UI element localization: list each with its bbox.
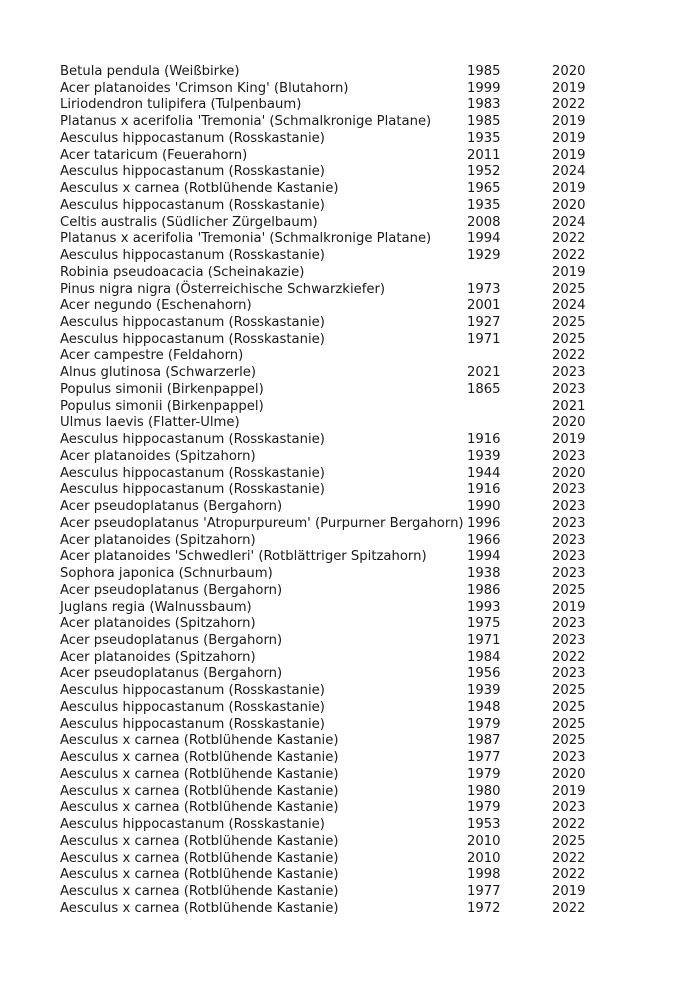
planting-year-cell: 1980 — [467, 783, 501, 799]
table-row — [60, 683, 612, 700]
tree-species-cell: Aesculus hippocastanum (Rosskastanie) — [60, 817, 325, 833]
inspection-year-cell: 2019 — [552, 114, 586, 130]
tree-species-cell: Acer pseudoplatanus (Bergahorn) — [60, 632, 283, 648]
table-row — [60, 432, 612, 449]
planting-year-cell: 1977 — [467, 750, 501, 766]
tree-species-cell: Celtis australis (Südlicher Zürgelbaum) — [60, 214, 318, 230]
planting-year-cell: 1990 — [467, 499, 501, 515]
inspection-year-cell: 2022 — [552, 649, 586, 665]
inspection-year-cell: 2020 — [552, 766, 586, 782]
inspection-year-cell: 2023 — [552, 632, 586, 648]
table-row — [60, 516, 612, 533]
tree-species-cell: Ulmus laevis (Flatter-Ulme) — [60, 415, 240, 431]
table-row — [60, 800, 612, 817]
tree-species-cell: Aesculus hippocastanum (Rosskastanie) — [60, 248, 325, 264]
planting-year-cell: 1971 — [467, 632, 501, 648]
tree-species-cell: Acer platanoides (Spitzahorn) — [60, 532, 256, 548]
planting-year-cell: 1916 — [467, 432, 501, 448]
planting-year-cell: 1966 — [467, 532, 501, 548]
tree-species-cell: Acer platanoides (Spitzahorn) — [60, 616, 256, 632]
inspection-year-cell: 2023 — [552, 365, 586, 381]
table-row — [60, 97, 612, 114]
inspection-year-cell: 2019 — [552, 130, 586, 146]
planting-year-cell: 2011 — [467, 147, 501, 163]
table-row — [60, 131, 612, 148]
tree-species-cell: Acer pseudoplatanus (Bergahorn) — [60, 499, 283, 515]
table-row — [60, 449, 612, 466]
planting-year-cell: 1939 — [467, 448, 501, 464]
planting-year-cell: 1985 — [467, 114, 501, 130]
tree-species-cell: Acer platanoides (Spitzahorn) — [60, 649, 256, 665]
planting-year-cell: 1993 — [467, 599, 501, 615]
tree-species-cell: Juglans regia (Walnussbaum) — [60, 599, 252, 615]
tree-species-cell: Aesculus hippocastanum (Rosskastanie) — [60, 432, 325, 448]
inspection-year-cell: 2019 — [552, 80, 586, 96]
inspection-year-cell: 2019 — [552, 181, 586, 197]
planting-year-cell: 1979 — [467, 766, 501, 782]
inspection-year-cell: 2022 — [552, 817, 586, 833]
table-row — [60, 784, 612, 801]
inspection-year-cell: 2020 — [552, 197, 586, 213]
inspection-year-cell: 2023 — [552, 549, 586, 565]
table-row — [60, 884, 612, 901]
inspection-year-cell: 2023 — [552, 666, 586, 682]
planting-year-cell: 1956 — [467, 666, 501, 682]
tree-species-cell: Aesculus x carnea (Rotblühende Kastanie) — [60, 883, 339, 899]
inspection-year-cell: 2023 — [552, 616, 586, 632]
table-row — [60, 549, 612, 566]
inspection-year-cell: 2022 — [552, 231, 586, 247]
table-row — [60, 834, 612, 851]
tree-species-cell: Betula pendula (Weißbirke) — [60, 64, 240, 79]
planting-year-cell: 1948 — [467, 699, 501, 715]
tree-species-cell: Aesculus hippocastanum (Rosskastanie) — [60, 197, 325, 213]
tree-species-cell: Aesculus hippocastanum (Rosskastanie) — [60, 699, 325, 715]
inspection-year-cell: 2019 — [552, 783, 586, 799]
table-row — [60, 164, 612, 181]
planting-year-cell: 2010 — [467, 833, 501, 849]
planting-year-cell: 2008 — [467, 214, 501, 230]
planting-year-cell: 1998 — [467, 867, 501, 883]
tree-species-cell: Acer platanoides (Spitzahorn) — [60, 448, 256, 464]
inspection-year-cell: 2023 — [552, 515, 586, 531]
inspection-year-cell: 2019 — [552, 599, 586, 615]
planting-year-cell: 1916 — [467, 482, 501, 498]
tree-species-cell: Aesculus x carnea (Rotblühende Kastanie) — [60, 850, 339, 866]
table-row — [60, 315, 612, 332]
tree-species-cell: Aesculus x carnea (Rotblühende Kastanie) — [60, 800, 339, 816]
planting-year-cell: 1971 — [467, 331, 501, 347]
tree-species-cell: Aesculus hippocastanum (Rosskastanie) — [60, 164, 325, 180]
table-row — [60, 114, 612, 131]
table-row — [60, 248, 612, 265]
table-row — [60, 466, 612, 483]
planting-year-cell: 1865 — [467, 381, 501, 397]
planting-year-cell: 1939 — [467, 683, 501, 699]
table-row — [60, 148, 612, 165]
tree-species-cell: Aesculus x carnea (Rotblühende Kastanie) — [60, 900, 339, 916]
inspection-year-cell: 2025 — [552, 315, 586, 331]
tree-species-cell: Acer negundo (Eschenahorn) — [60, 298, 252, 314]
table-row — [60, 499, 612, 516]
tree-species-cell: Aesculus x carnea (Rotblühende Kastanie) — [60, 833, 339, 849]
planting-year-cell: 2021 — [467, 365, 501, 381]
inspection-year-cell: 2019 — [552, 432, 586, 448]
inspection-year-cell: 2025 — [552, 699, 586, 715]
inspection-year-cell: 2022 — [552, 867, 586, 883]
tree-species-cell: Aesculus hippocastanum (Rosskastanie) — [60, 716, 325, 732]
table-row — [60, 700, 612, 717]
table-row — [60, 231, 612, 248]
tree-species-cell: Aesculus hippocastanum (Rosskastanie) — [60, 465, 325, 481]
tree-species-cell: Acer tataricum (Feuerahorn) — [60, 147, 248, 163]
inspection-year-cell: 2024 — [552, 164, 586, 180]
inspection-year-cell: 2021 — [552, 398, 586, 414]
table-row — [60, 332, 612, 349]
inspection-year-cell: 2025 — [552, 733, 586, 749]
table-row — [60, 733, 612, 750]
table-row — [60, 215, 612, 232]
table-row — [60, 600, 612, 617]
inspection-year-cell: 2023 — [552, 482, 586, 498]
inspection-year-cell: 2022 — [552, 248, 586, 264]
planting-year-cell: 1944 — [467, 465, 501, 481]
inspection-year-cell: 2022 — [552, 850, 586, 866]
planting-year-cell: 1984 — [467, 649, 501, 665]
tree-species-cell: Aesculus hippocastanum (Rosskastanie) — [60, 683, 325, 699]
table-row — [60, 365, 612, 382]
inspection-year-cell: 2022 — [552, 900, 586, 916]
tree-species-cell: Acer campestre (Feldahorn) — [60, 348, 244, 364]
table-row — [60, 750, 612, 767]
planting-year-cell: 1994 — [467, 549, 501, 565]
planting-year-cell: 2010 — [467, 850, 501, 866]
planting-year-cell: 1979 — [467, 716, 501, 732]
table-row — [60, 265, 612, 282]
planting-year-cell — [467, 415, 552, 432]
table-row — [60, 198, 612, 215]
table-row — [60, 583, 612, 600]
table-row — [60, 867, 612, 884]
table-row — [60, 81, 612, 98]
planting-year-cell: 1983 — [467, 97, 501, 113]
planting-year-cell: 1979 — [467, 800, 501, 816]
inspection-year-cell: 2023 — [552, 800, 586, 816]
planting-year-cell: 1973 — [467, 281, 501, 297]
planting-year-cell: 1965 — [467, 181, 501, 197]
table-row — [60, 282, 612, 299]
planting-year-cell: 1938 — [467, 566, 501, 582]
planting-year-cell: 1987 — [467, 733, 501, 749]
table-row — [60, 181, 612, 198]
tree-species-cell: Aesculus hippocastanum (Rosskastanie) — [60, 331, 325, 347]
planting-year-cell: 1929 — [467, 248, 501, 264]
tree-species-cell: Platanus x acerifolia 'Tremonia' (Schmalkronige Platane) — [60, 231, 432, 247]
planting-year-cell: 1975 — [467, 616, 501, 632]
planting-year-cell: 1972 — [467, 900, 501, 916]
inspection-year-cell: 2020 — [552, 64, 586, 79]
table-row — [60, 666, 612, 683]
inspection-year-cell: 2019 — [552, 147, 586, 163]
inspection-year-cell: 2025 — [552, 582, 586, 598]
table-row — [60, 298, 612, 315]
planting-year-cell: 1935 — [467, 197, 501, 213]
inspection-year-cell: 2020 — [552, 415, 586, 431]
tree-species-cell: Acer pseudoplatanus (Bergahorn) — [60, 582, 283, 598]
planting-year-cell — [467, 265, 552, 282]
tree-species-cell: Aesculus hippocastanum (Rosskastanie) — [60, 482, 325, 498]
tree-species-cell: Alnus glutinosa (Schwarzerle) — [60, 365, 257, 381]
tree-species-cell: Aesculus hippocastanum (Rosskastanie) — [60, 130, 325, 146]
tree-species-cell: Aesculus x carnea (Rotblühende Kastanie) — [60, 867, 339, 883]
inspection-year-cell: 2020 — [552, 465, 586, 481]
planting-year-cell: 1996 — [467, 515, 501, 531]
inspection-year-cell: 2023 — [552, 381, 586, 397]
table-row — [60, 633, 612, 650]
tree-species-cell: Populus simonii (Birkenpappel) — [60, 381, 264, 397]
planting-year-cell: 1999 — [467, 80, 501, 96]
table-row — [60, 767, 612, 784]
table-row — [60, 851, 612, 868]
planting-year-cell: 2001 — [467, 298, 501, 314]
inspection-year-cell: 2022 — [552, 348, 586, 364]
tree-species-cell: Acer pseudoplatanus 'Atropurpureum' (Purpurner Bergahorn) — [60, 515, 464, 531]
inspection-year-cell: 2025 — [552, 833, 586, 849]
table-row — [60, 566, 612, 583]
tree-table-body — [60, 64, 612, 917]
planting-year-cell: 1985 — [467, 64, 501, 79]
inspection-year-cell: 2019 — [552, 264, 586, 280]
table-row — [60, 616, 612, 633]
inspection-year-cell: 2022 — [552, 97, 586, 113]
table-row — [60, 399, 612, 416]
tree-species-cell: Liriodendron tulipifera (Tulpenbaum) — [60, 97, 302, 113]
inspection-year-cell: 2023 — [552, 750, 586, 766]
inspection-year-cell: 2025 — [552, 716, 586, 732]
planting-year-cell: 1927 — [467, 315, 501, 331]
tree-species-cell: Robinia pseudoacacia (Scheinakazie) — [60, 264, 305, 280]
inspection-year-cell: 2023 — [552, 499, 586, 515]
planting-year-cell — [467, 348, 552, 365]
tree-species-cell: Acer platanoides 'Schwedleri' (Rotblättriger Spitzahorn) — [60, 549, 427, 565]
planting-year-cell: 1977 — [467, 883, 501, 899]
tree-species-cell: Populus simonii (Birkenpappel) — [60, 398, 264, 414]
inspection-year-cell: 2019 — [552, 883, 586, 899]
tree-species-cell: Aesculus x carnea (Rotblühende Kastanie) — [60, 783, 339, 799]
inspection-year-cell: 2025 — [552, 683, 586, 699]
planting-year-cell: 1986 — [467, 582, 501, 598]
table-row — [60, 717, 612, 734]
table-row — [60, 533, 612, 550]
table-row — [60, 650, 612, 667]
inspection-year-cell: 2023 — [552, 448, 586, 464]
tree-species-cell: Aesculus hippocastanum (Rosskastanie) — [60, 315, 325, 331]
table-row — [60, 817, 612, 834]
table-row — [60, 901, 612, 918]
tree-species-cell: Pinus nigra nigra (Österreichische Schwarzkiefer) — [60, 281, 386, 297]
inspection-year-cell: 2024 — [552, 298, 586, 314]
planting-year-cell: 1952 — [467, 164, 501, 180]
table-row — [60, 348, 612, 365]
table-row — [60, 382, 612, 399]
table-row — [60, 482, 612, 499]
tree-species-cell: Platanus x acerifolia 'Tremonia' (Schmalkronige Platane) — [60, 114, 432, 130]
inspection-year-cell: 2025 — [552, 331, 586, 347]
tree-species-cell: Acer platanoides 'Crimson King' (Blutahorn) — [60, 80, 349, 96]
tree-species-cell: Acer pseudoplatanus (Bergahorn) — [60, 666, 283, 682]
table-row — [60, 415, 612, 432]
tree-species-cell: Aesculus x carnea (Rotblühende Kastanie) — [60, 733, 339, 749]
planting-year-cell: 1994 — [467, 231, 501, 247]
tree-species-cell: Aesculus x carnea (Rotblühende Kastanie) — [60, 181, 339, 197]
planting-year-cell: 1953 — [467, 817, 501, 833]
inspection-year-cell: 2023 — [552, 566, 586, 582]
inspection-year-cell: 2025 — [552, 281, 586, 297]
inspection-year-cell: 2023 — [552, 532, 586, 548]
planting-year-cell — [467, 399, 552, 416]
tree-species-cell: Aesculus x carnea (Rotblühende Kastanie) — [60, 750, 339, 766]
inspection-year-cell: 2024 — [552, 214, 586, 230]
planting-year-cell: 1935 — [467, 130, 501, 146]
table-row — [60, 64, 612, 81]
tree-species-cell: Sophora japonica (Schnurbaum) — [60, 566, 273, 582]
tree-table — [60, 64, 612, 917]
tree-species-cell: Aesculus x carnea (Rotblühende Kastanie) — [60, 766, 339, 782]
